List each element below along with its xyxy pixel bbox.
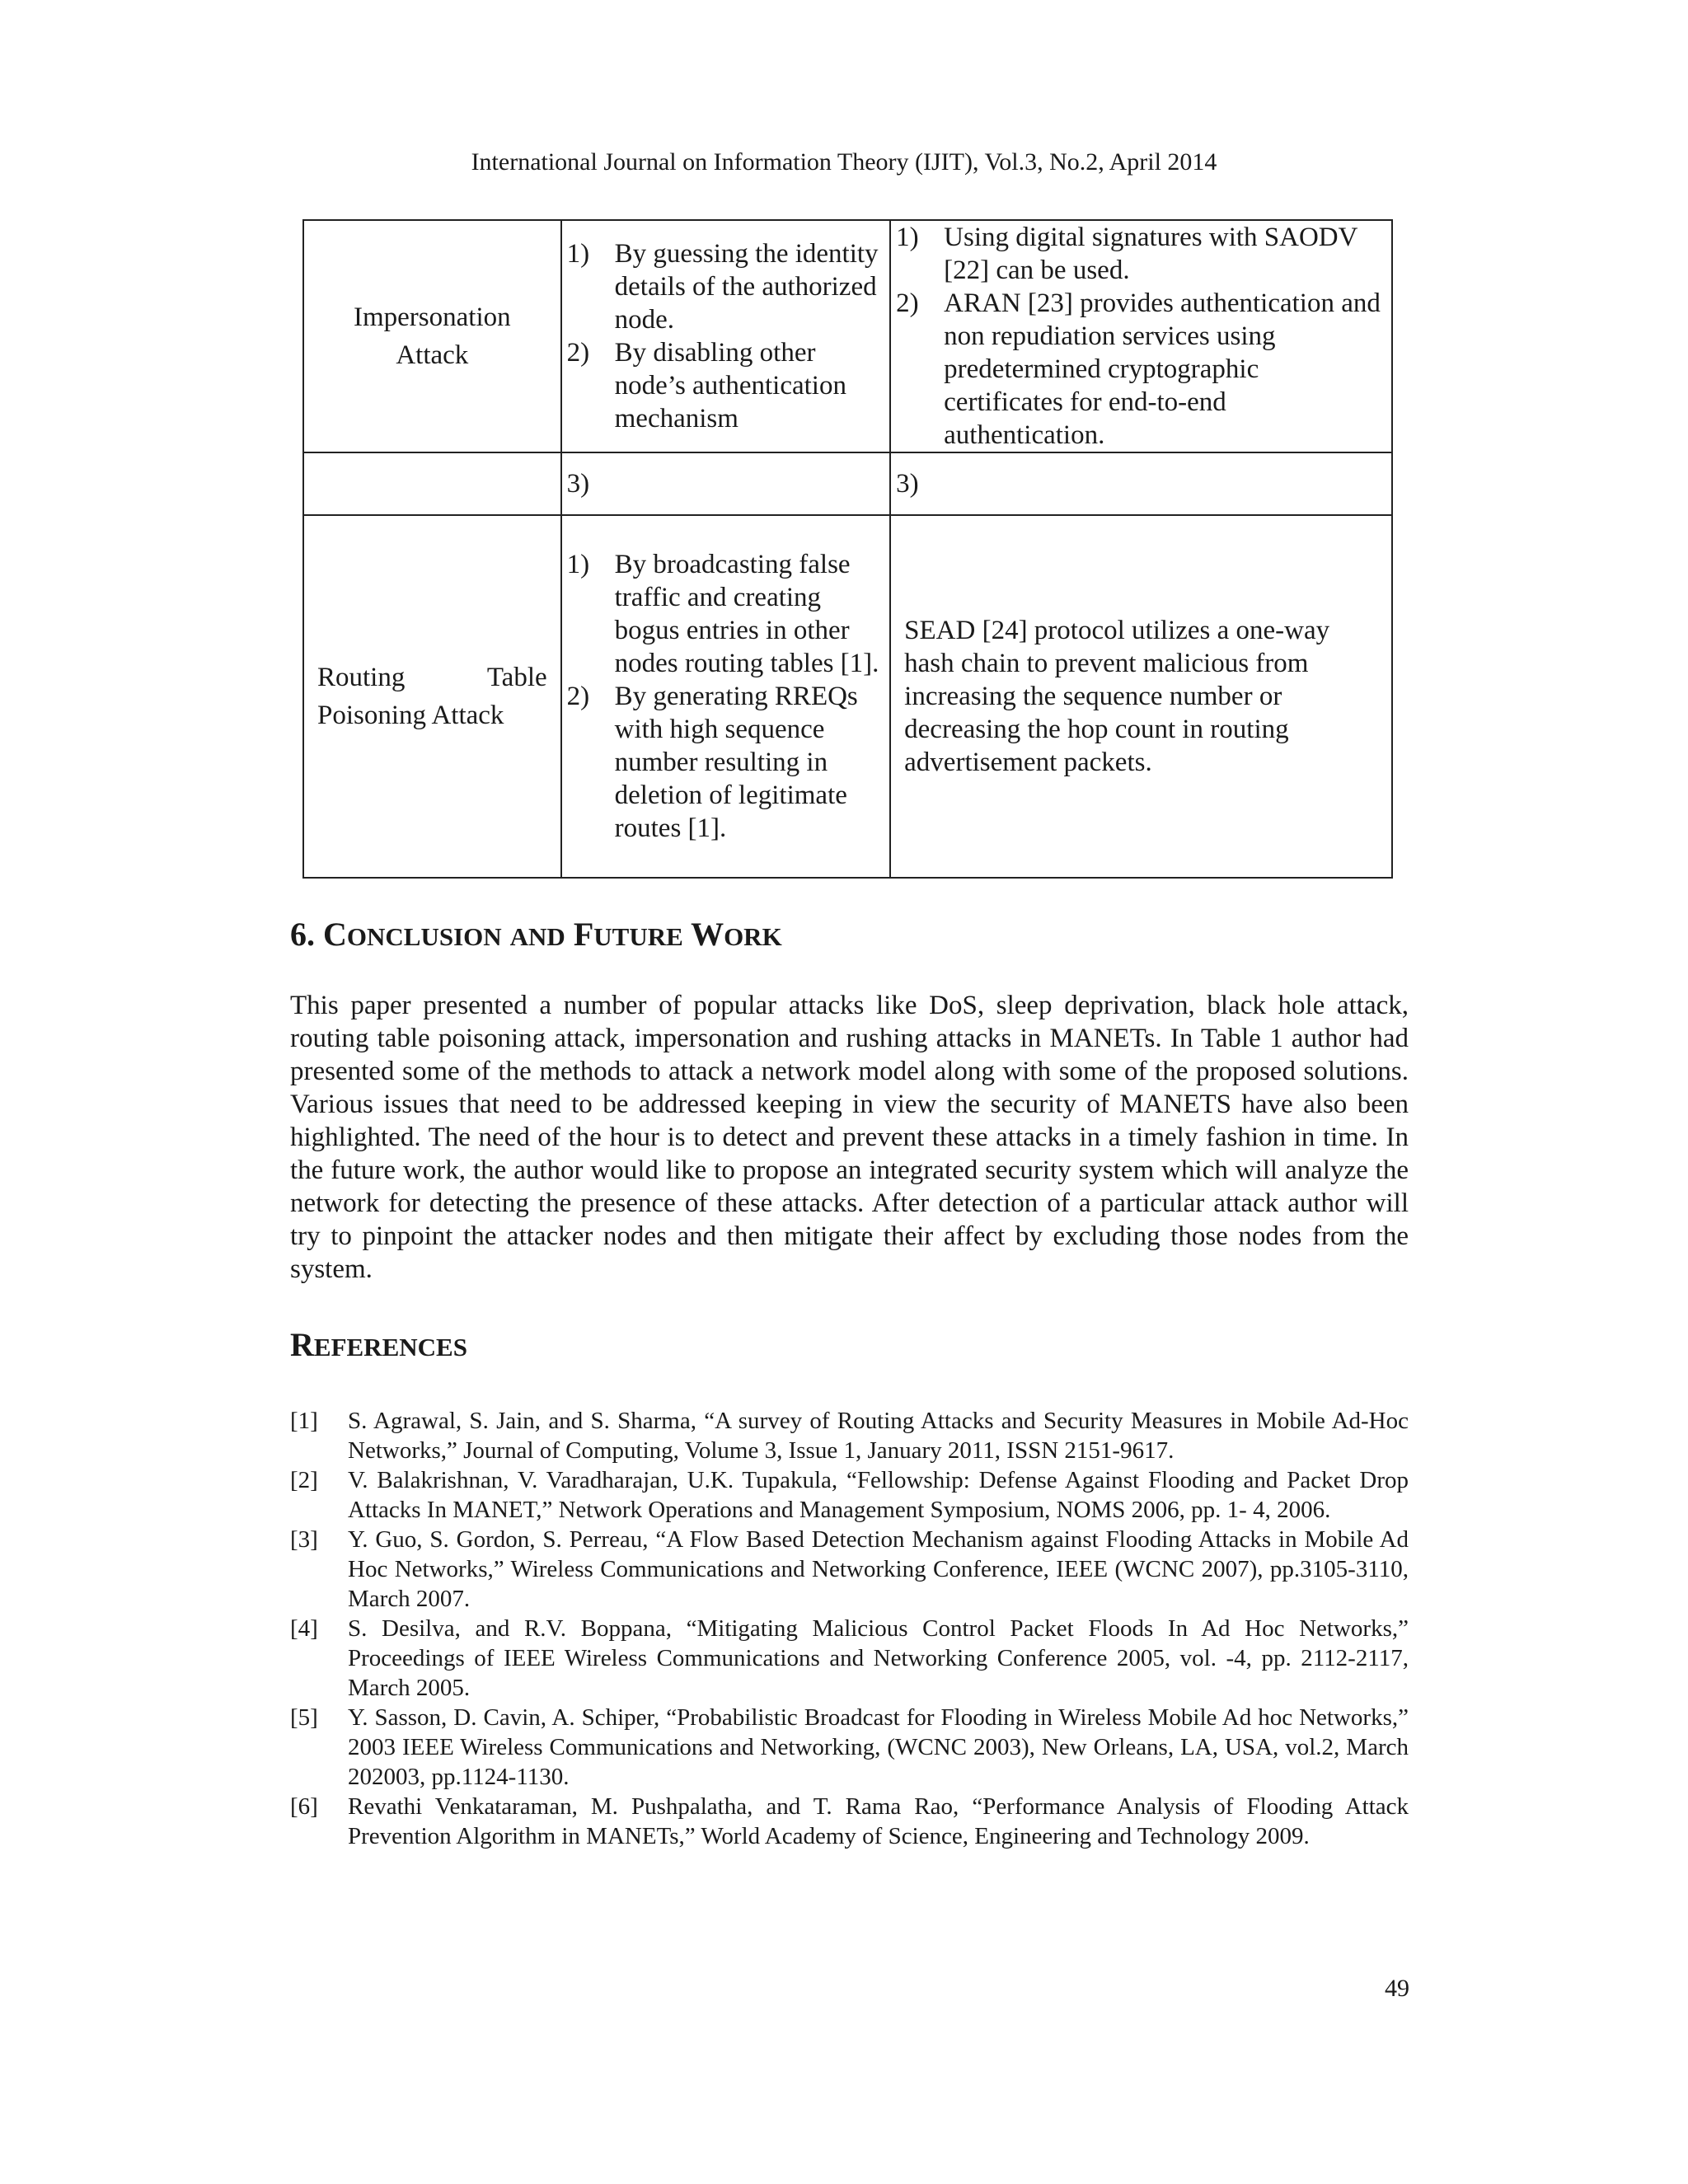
item-number: 1)	[896, 223, 919, 252]
item-number: 2)	[566, 338, 590, 368]
list-item	[567, 336, 882, 435]
list-item	[896, 221, 1383, 287]
reference-item	[290, 1614, 1409, 1703]
heading-word: UTURE	[593, 922, 683, 951]
methods-cell	[561, 515, 891, 878]
references-heading	[290, 1325, 467, 1364]
heading-initial: F	[573, 916, 594, 953]
attacks-table	[302, 219, 1393, 879]
conclusion-paragraph: This paper presented a number of popular attacks like DoS, sleep deprivation, black hole attack, routing table poisoning attack, impersonation and rushing attacks in MANETs. In Table 1 author had presented some of the methods to attack a network model along with some of the proposed solutions. Various issues that need to be addressed keeping in view the security of MANETS have also been highlighted. The need of the hour is to detect and prevent these attacks in a timely fashion in time. In the future work, the author would like to propose an integrated security system which will analyze the network for detecting the presence of these attacks. After detection of a particular attack author will try to pinpoint the attacker nodes and then mitigate their affect by excluding those nodes from the system.	[290, 991, 1409, 1284]
list-item	[567, 237, 882, 336]
reference-item	[290, 1465, 1409, 1525]
solutions-cell	[890, 220, 1392, 452]
reference-text: Revathi Venkataraman, M. Pushpalatha, and T. Rama Rao, “Performance Analysis of Flooding Attack Prevention Algorithm in MANETs,” World Academy of Science, Engineering and Technology 2009.	[348, 1793, 1409, 1849]
reference-number: [3]	[290, 1526, 318, 1553]
heading-initial: W	[691, 916, 724, 953]
reference-text: S. Desilva, and R.V. Boppana, “Mitigating Malicious Control Packet Floods In Ad Hoc Networks,” Proceedings of IEEE Wireless Communications and Networking Conference 2005, vol. -4, pp. 2112-2117, March 2005.	[348, 1615, 1409, 1701]
reference-number: [2]	[290, 1467, 318, 1493]
reference-number: [1]	[290, 1408, 318, 1434]
reference-text: V. Balakrishnan, V. Varadharajan, U.K. Tupakula, “Fellowship: Defense Against Flooding and Packet Drop Attacks In MANET,” Network Operations and Management Symposium, NOMS 2006, pp. 1- 4, 2006.	[348, 1467, 1409, 1523]
methods-cell	[561, 220, 891, 452]
page-number: 49	[1385, 1975, 1409, 2002]
reference-item	[290, 1525, 1409, 1614]
heading-word: AND	[509, 922, 565, 951]
attack-name-cell	[303, 452, 561, 515]
table-row	[303, 220, 1392, 452]
solution-text: SEAD [24] protocol utilizes a one-way hash chain to prevent malicious from increasing the sequence number or decreasing the hop count in routing advertisement packets.	[904, 616, 1330, 777]
solutions-cell	[890, 515, 1392, 878]
methods-cell: 3)	[561, 452, 891, 515]
reference-text: Y. Sasson, D. Cavin, A. Schiper, “Probabilistic Broadcast for Flooding in Wireless Mobile Ad hoc Networks,” 2003 IEEE Wireless Communications and Networking, (WCNC 2003), New Orleans, LA, USA, vol.2, March 202003, pp.1124-1130.	[348, 1704, 1409, 1790]
reference-item	[290, 1406, 1409, 1465]
item-number: 1)	[566, 550, 590, 579]
attack-name-line: Impersonation	[354, 302, 511, 332]
item-text: By generating RREQs with high sequence number resulting in deletion of legitimate routes [1].	[614, 682, 858, 843]
table-row	[303, 515, 1392, 878]
reference-number: [6]	[290, 1793, 318, 1820]
heading-initial: C	[323, 916, 347, 953]
item-number: 2)	[896, 288, 919, 318]
reference-list	[290, 1406, 1409, 1851]
list-item	[567, 680, 882, 845]
item-number: 2)	[566, 682, 590, 711]
table-row	[303, 452, 1392, 515]
attack-name-cell	[303, 220, 561, 452]
section-heading	[290, 915, 782, 954]
item-text: By guessing the identity details of the authorized node.	[614, 239, 879, 335]
reference-text: S. Agrawal, S. Jain, and S. Sharma, “A survey of Routing Attacks and Security Measures in Mobile Ad-Hoc Networks,” Journal of Computing, Volume 3, Issue 1, January 2011, ISSN 2151-9617.	[348, 1408, 1409, 1464]
item-text: By broadcasting false traffic and creating bogus entries in other nodes routing tables [1].	[614, 550, 879, 678]
list-item	[567, 548, 882, 680]
reference-number: [5]	[290, 1704, 318, 1731]
heading-initial: R	[290, 1326, 314, 1363]
item-text: ARAN [23] provides authentication and non repudiation services using predetermined cryptographic certificates for end-to-end authentication.	[944, 288, 1381, 450]
heading-word: EFERENCES	[313, 1333, 467, 1361]
reference-text: Y. Guo, S. Gordon, S. Perreau, “A Flow Based Detection Mechanism against Flooding Attacks in Mobile Ad Hoc Networks,” Wireless Communications and Networking Conference, IEEE (WCNC 2007), pp.3105-3110, March 2007.	[348, 1526, 1409, 1612]
attack-name-word: Routing	[317, 663, 406, 692]
item-text: By disabling other node’s authentication mechanism	[614, 338, 846, 434]
list-item	[896, 287, 1383, 452]
heading-word: ONCLUSION	[346, 922, 502, 951]
section-number: 6.	[290, 916, 315, 953]
reference-item	[290, 1703, 1409, 1792]
running-header: International Journal on Information Theory (IJIT), Vol.3, No.2, April 2014	[471, 148, 1217, 176]
heading-word: ORK	[724, 922, 782, 951]
item-number: 1)	[566, 239, 590, 269]
item-text: Using digital signatures with SAODV [22] can be used.	[944, 223, 1357, 285]
attack-name-line: Attack	[396, 340, 469, 370]
attack-name-line: Poisoning Attack	[317, 701, 504, 730]
attack-name-word: Table	[486, 663, 547, 692]
attack-name-cell	[303, 515, 561, 878]
reference-number: [4]	[290, 1615, 318, 1642]
reference-item	[290, 1792, 1409, 1851]
solutions-cell: 3)	[890, 452, 1392, 515]
